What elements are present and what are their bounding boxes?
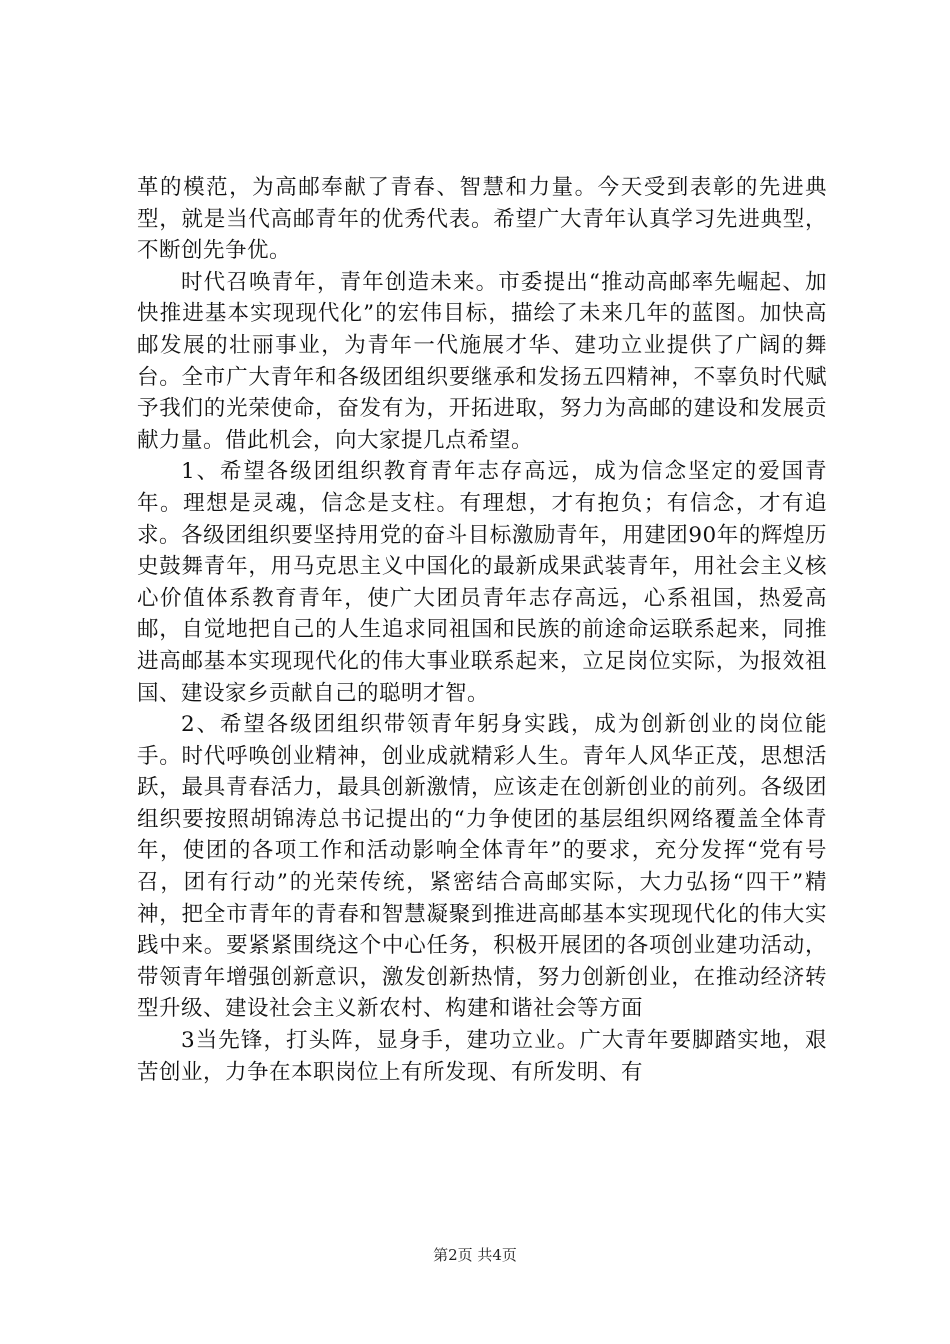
paragraph-hope-3: 3当先锋，打头阵，显身手，建功立业。广大青年要脚踏实地，艰苦创业，力争在本职岗位上有所发现、有所发明、有 xyxy=(137,1028,827,1085)
paragraph-hope-1: 1、希望各级团组织教育青年志存高远，成为信念坚定的爱国青年。理想是灵魂，信念是支柱。有理想，才有抱负；有信念，才有追求。各级团组织要坚持用党的奋斗目标激励青年，用建团90年的辉煌历史鼓舞青年，用马克思主义中国化的最新成果武装青年，用社会主义核心价值体系教育青年，使广大团员青年志存高远，心系祖国，热爱高邮，自觉地把自己的人生追求同祖国和民族的前途命运联系起来，同推进高邮基本实现现代化的伟大事业联系起来，立足岗位实际，为报效祖国、建设家乡贡献自己的聪明才智。 xyxy=(137,459,827,706)
page-number-footer: 第2页 共4页 xyxy=(433,1246,517,1264)
document-body xyxy=(137,172,827,1088)
paragraph-era-call: 时代召唤青年，青年创造未来。市委提出“推动高邮率先崛起、加快推进基本实现现代化”的宏伟目标，描绘了未来几年的蓝图。加快高邮发展的壮丽事业，为青年一代施展才华、建功立业提供了广阔的舞台。全市广大青年和各级团组织要继承和发扬五四精神，不辜负时代赋予我们的光荣使命，奋发有为，开拓进取，努力为高邮的建设和发展贡献力量。借此机会，向大家提几点希望。 xyxy=(137,269,827,453)
paragraph-continuation: 革的模范，为高邮奉献了青春、智慧和力量。今天受到表彰的先进典型，就是当代高邮青年的优秀代表。希望广大青年认真学习先进典型，不断创先争优。 xyxy=(137,175,827,264)
paragraph-hope-2: 2、希望各级团组织带领青年躬身实践，成为创新创业的岗位能手。时代呼唤创业精神，创业成就精彩人生。青年人风华正茂，思想活跃，最具青春活力，最具创新激情，应该走在创新创业的前列。各级团组织要按照胡锦涛总书记提出的“力争使团的基层组织网络覆盖全体青年，使团的各项工作和活动影响全体青年”的要求，充分发挥“党有号召，团有行动”的光荣传统，紧密结合高邮实际，大力弘扬“四干”精神，把全市青年的青春和智慧凝聚到推进高邮基本实现现代化的伟大实践中来。要紧紧围绕这个中心任务，积极开展团的各项创业建功活动，带领青年增强创新意识，激发创新热情，努力创新创业，在推动经济转型升级、建设社会主义新农村、构建和谐社会等方面 xyxy=(137,712,827,1022)
